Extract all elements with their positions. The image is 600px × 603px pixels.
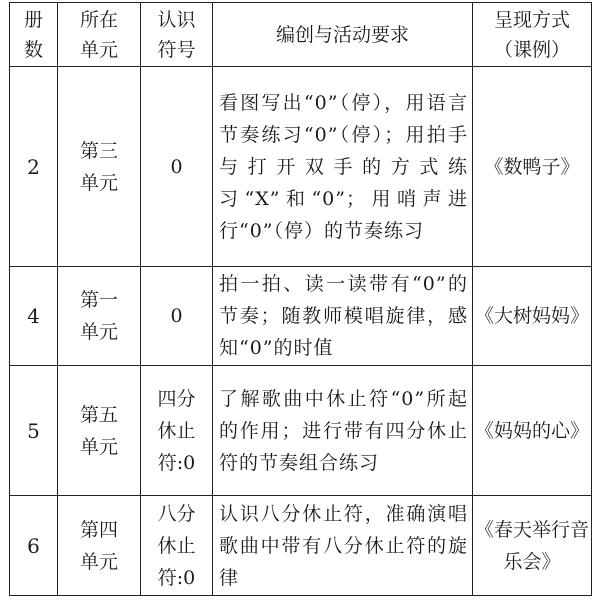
table-row: [10, 267, 592, 366]
table-row: [10, 496, 592, 596]
cell-requirement: 了解歌曲中休止符“0”所起的作用；进行带有四分休止符的节奏组合练习: [213, 366, 473, 496]
table-row: [10, 366, 592, 496]
cell-symbol: 八分 休止 符:0: [141, 496, 213, 596]
cell-lesson: 《春天举行音乐会》: [473, 496, 592, 596]
cell-book: 6: [10, 496, 58, 596]
cell-symbol: 0: [141, 67, 213, 267]
cell-requirement: 拍一拍、读一读带有“0”的节奏；随教师模唱旋律，感知“0”的时值: [213, 267, 473, 366]
header-lesson: 呈现方式 （课例）: [473, 3, 592, 67]
rest-symbol-table: [9, 2, 592, 596]
cell-lesson: 《大树妈妈》: [473, 267, 592, 366]
cell-requirement: 认识八分休止符，准确演唱歌曲中带有八分休止符的旋律: [213, 496, 473, 596]
cell-unit: 第三 单元: [58, 67, 141, 267]
header-symbol: 认识 符号: [141, 3, 213, 67]
cell-book: 2: [10, 67, 58, 267]
cell-unit: 第四 单元: [58, 496, 141, 596]
cell-unit: 第一 单元: [58, 267, 141, 366]
header-unit: 所在 单元: [58, 3, 141, 67]
cell-lesson: 《妈妈的心》: [473, 366, 592, 496]
cell-lesson: 《数鸭子》: [473, 67, 592, 267]
cell-book: 4: [10, 267, 58, 366]
cell-unit: 第五 单元: [58, 366, 141, 496]
header-book: 册 数: [10, 3, 58, 67]
header-requirement: 编创与活动要求: [213, 3, 473, 67]
cell-book: 5: [10, 366, 58, 496]
cell-symbol: 四分 休止 符:0: [141, 366, 213, 496]
table-header-row: [10, 3, 592, 67]
table-row: [10, 67, 592, 267]
cell-symbol: 0: [141, 267, 213, 366]
cell-requirement: 看图写出“0”（停），用语言节奏练习“0”（停）；用拍手与打开双手的方式练习“X”和“0”；用哨声进行“0”（停）的节奏练习: [213, 67, 473, 267]
